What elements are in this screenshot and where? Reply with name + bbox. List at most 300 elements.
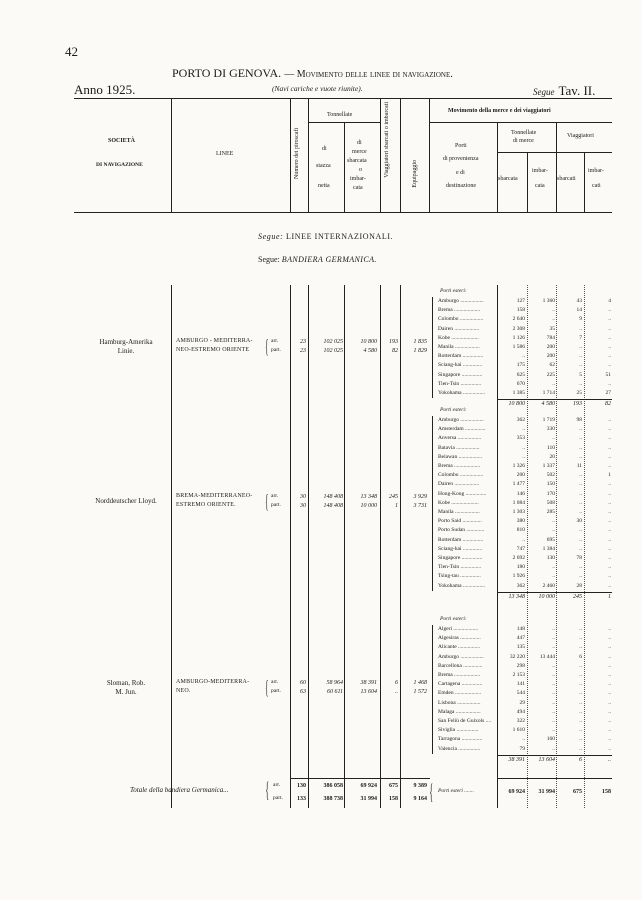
header-tonnellate: Tonnellate [327,112,353,118]
port-value: 148 [516,626,525,632]
part-label: part. [271,346,281,353]
port-value: .. [608,435,611,442]
port-value: .. [552,527,555,534]
port-name: Belawan ................. [438,453,482,460]
group-total-value: 193 [573,401,582,408]
title-sub: — Movimento delle linee di navigazione. [284,69,453,80]
port-value: .. [552,727,555,734]
port-value: .. [522,426,525,433]
col-divider [308,98,309,212]
port-value: 43 [576,298,582,304]
port-value: 13 444 [539,653,555,660]
port-value: .. [552,564,555,571]
port-value: 625 [516,371,525,378]
col-divider [527,152,528,212]
port-value: .. [522,444,525,451]
port-name: Malaga .................. [438,708,481,715]
port-value: 1 477 [512,481,525,488]
port-value: .. [579,545,582,552]
port-value: .. [608,672,611,678]
row-value: 13 604 [360,689,377,696]
row-value: 148 408 [323,494,343,501]
header-viaggiatori-sub: Viaggiatori [567,133,594,139]
row-value: 60 [300,680,306,687]
row-value: 245 [389,494,398,501]
port-name: Dairen .................. [438,481,480,488]
port-value: 78 [576,555,582,561]
port-value: .. [552,307,555,314]
row-value: 60 611 [326,689,343,696]
rule [497,152,612,153]
port-value: .. [608,453,611,460]
arr-label: arr. [271,679,279,686]
total-porti-esteri: Porti esteri ....... [438,788,474,794]
port-value: 2 692 [512,555,525,561]
port-name: Anversa ................. [438,435,482,442]
header-merce-1: di [357,140,362,146]
port-value: 2 153 [512,672,525,678]
port-value: 1 610 [512,727,525,734]
port-value: 160 [546,736,555,743]
grand-total-value: 388 738 [323,796,343,802]
port-value: 447 [516,635,525,642]
port-name: Brema ................... [438,672,481,678]
port-name: Manila .................. [438,344,480,350]
port-value: .. [608,316,611,323]
port-value: 141 [516,681,525,688]
port-value: 29 [519,699,525,706]
port-value: .. [579,380,582,387]
port-value: .. [608,635,611,642]
port-name: Singapore ............... [438,371,483,378]
port-value: .. [522,453,525,460]
group-total-value: 38 391 [508,756,525,763]
port-value: 200 [546,344,555,350]
port-value: 5 [579,371,582,378]
row-value: .. [395,689,398,696]
group-total-value: 13 604 [538,756,555,763]
port-value: 670 [516,380,525,387]
header-equipaggio: Equipaggio [412,160,418,188]
row-value: 193 [389,338,398,345]
port-value: .. [552,573,555,580]
rule [429,122,612,123]
port-name: Brema ................... [438,307,481,314]
grand-total-port-value: 31 994 [538,789,555,795]
port-value: 747 [516,545,525,552]
port-value: .. [608,499,611,506]
port-value: .. [608,555,611,561]
col-divider [171,98,172,212]
port-name: Emden ................... [438,690,482,697]
port-value: .. [608,736,611,743]
port-value: .. [608,527,611,534]
port-name: Kobe .................... [438,334,479,341]
row-value: 4 580 [363,347,377,354]
header-imbarcati-2: cati [592,183,601,189]
grand-total-value: 133 [297,796,306,802]
port-name: Algesiras ............... [438,635,481,642]
row-value: 102 025 [323,338,343,345]
total-arr-label: arr. [273,782,281,788]
year-label: Anno 1925. [74,82,136,97]
port-value: 180 [516,564,525,571]
port-value: 158 [516,307,525,314]
port-value: .. [579,444,582,451]
port-value: 51 [605,371,611,378]
linea-name: AMBURGO-MEDITERRA- [176,679,250,686]
port-value: 1 926 [512,573,525,580]
port-name: Sciang-hai .............. [438,545,483,552]
port-value: .. [552,518,555,525]
rule [308,122,380,123]
grand-total-port-value: 675 [573,789,582,795]
port-value: .. [552,644,555,651]
arr-label: arr. [271,493,279,500]
port-value: .. [608,426,611,433]
header-merce-5: imbar- [350,176,366,182]
port-value: 130 [546,555,555,561]
port-name: Cartagena ............... [438,681,483,688]
port-value: 810 [516,527,525,534]
port-name: Brema ................... [438,463,481,469]
port-value: 330 [546,426,555,433]
port-value: .. [552,699,555,706]
port-value: .. [579,435,582,442]
port-name: Batavia ................. [438,444,480,451]
grand-total-value: 9 164 [413,796,427,802]
grand-total-rule [497,778,612,779]
col-divider [344,122,345,212]
port-value: 4 [608,298,611,304]
port-value: .. [579,564,582,571]
row-value: 58 964 [326,680,343,687]
row-value: 82 [392,347,398,354]
port-name: Alicante ................ [438,644,481,651]
grand-total-value: 31 994 [360,796,377,802]
row-value: 1 572 [413,689,427,696]
port-value: 11 [576,463,582,469]
port-value: .. [579,573,582,580]
row-value: 1 468 [413,680,427,687]
port-value: .. [608,644,611,651]
port-name: Porto Said .............. [438,518,482,525]
port-value: .. [552,380,555,387]
row-value: 13 348 [360,494,377,501]
porti-esteri-label: Porti esteri: [440,616,467,622]
port-value: 6 [579,653,582,660]
port-value: 32 220 [509,653,525,660]
port-name: Kobe .................... [438,499,479,506]
title-main: PORTO DI GENOVA. [172,66,282,80]
row-value: 102 025 [323,347,343,354]
port-value: .. [579,662,582,669]
port-value: .. [522,736,525,743]
col-divider [400,98,401,212]
port-name: San Feliù de Guixols .... [438,718,492,724]
port-value: 362 [516,582,525,589]
section-subtitle: Segue: BANDIERA GERMANICA. [258,255,377,264]
port-name: Dairen .................. [438,325,480,332]
port-value: 25 [576,390,582,396]
row-value: 6 [395,680,398,687]
port-value: .. [552,316,555,323]
port-value: .. [579,362,582,369]
port-value: .. [579,626,582,632]
linea-name: NEO-ESTREMO ORIENTE [176,346,250,353]
header-societa: SOCIETÀ [108,138,136,144]
port-bracket [432,625,433,754]
port-value: .. [579,635,582,642]
port-value: 14 [576,307,582,314]
port-value: .. [579,509,582,515]
port-name: Yokohama ................ [438,582,485,589]
grand-total-value: 158 [389,796,398,802]
row-value: 30 [300,494,306,501]
port-value: 2 460 [542,582,555,589]
port-value: .. [608,344,611,350]
header-merce-4: o [359,167,362,173]
port-value: .. [552,435,555,442]
header-merce-3: sbarcata [347,158,367,164]
port-value: .. [579,727,582,734]
port-value: .. [579,453,582,460]
port-value: .. [608,353,611,360]
port-value: .. [608,626,611,632]
col-divider [556,122,557,212]
port-value: .. [608,325,611,332]
port-value: .. [579,472,582,479]
port-name: Tarragona ............... [438,736,483,743]
port-value: 1 326 [512,463,525,469]
port-name: Amburgo ................. [438,653,484,660]
page-title [172,66,453,81]
group-total-value: .. [608,756,611,763]
grand-total-rule [290,778,430,779]
header-porti-2: di provenienza [443,156,479,162]
header-numero-piroscafi: Numero dei piroscafi [294,128,300,179]
port-value: .. [608,745,611,752]
port-value: .. [579,708,582,715]
societa-name: Norddeutscher Lloyd. [95,497,157,506]
port-value: 2 640 [512,316,525,323]
total-part-label: part. [273,795,283,801]
port-value: 502 [546,472,555,479]
port-value: 62 [549,362,555,369]
row-value: 3 929 [413,494,427,501]
port-value: .. [608,362,611,369]
col-divider [380,98,381,212]
row-value: 10 800 [360,338,377,345]
port-name: Rotterdam ............... [438,536,484,543]
port-value: 285 [546,509,555,515]
port-value: .. [579,681,582,688]
page-number: 42 [65,44,78,59]
group-total-value: 13 348 [508,593,525,600]
total-label: Totale della bandiera Germanica... [130,786,229,794]
port-value: 175 [516,362,525,369]
row-value: 63 [300,689,306,696]
port-name: Tien-Tsin ............... [438,380,482,387]
port-value: 2 308 [512,325,525,332]
port-value: 1 126 [512,334,525,341]
port-value: .. [552,718,555,724]
header-movimento: Movimento della merce e dei viaggiatori [448,108,551,114]
port-value: .. [552,690,555,697]
port-value: .. [608,708,611,715]
row-value: 1 829 [413,347,427,354]
grand-total-port-value: 69 924 [508,789,525,795]
port-value: 322 [516,718,525,724]
port-value: .. [608,727,611,734]
row-value: 148 408 [323,503,343,510]
port-value: .. [579,325,582,332]
port-bracket [432,297,433,398]
port-value: .. [579,481,582,488]
port-name: Algeri .................. [438,626,479,632]
port-name: Rotterdam ............... [438,353,484,360]
row-value: 23 [300,338,306,345]
port-value: 28 [576,582,582,589]
port-value: 1 719 [542,417,555,423]
port-value: 127 [516,298,525,304]
port-value: .. [579,344,582,350]
port-value: .. [552,681,555,688]
porti-esteri-label: Porti esteri: [440,407,467,413]
port-name: Porto Sudan ............. [438,527,485,534]
header-porti-3: e di [456,170,465,176]
grand-total-port-value: 158 [602,789,611,795]
linea-name: AMBURGO - MEDITERRA- [176,337,253,344]
port-value: .. [608,463,611,469]
arr-label: arr. [271,337,279,344]
societa-name: Hamburg-Amerika [99,337,153,346]
part-label: part. [271,502,281,509]
linea-name: BREMA-MEDITERRANEO- [176,493,253,500]
port-value: 9 [579,316,582,323]
port-value: .. [552,708,555,715]
segue-label: Segue [533,87,555,97]
header-societa-2: DI NAVIGAZIONE [96,162,143,168]
port-value: .. [552,672,555,678]
linea-name: ESTREMO ORIENTE. [176,502,236,509]
port-value: 1 084 [512,499,525,506]
row-brace: { [265,677,269,700]
col-rule [344,285,345,808]
port-value: 200 [516,472,525,479]
col-divider [497,122,498,212]
port-value: .. [579,644,582,651]
port-name: Manila .................. [438,509,480,515]
port-name: Colombo ................. [438,316,484,323]
port-value: 30 [576,518,582,525]
port-value: .. [579,426,582,433]
port-value: 200 [546,353,555,360]
port-value: 544 [516,690,525,697]
port-value: 135 [516,644,525,651]
group-total-value: 6 [579,756,582,763]
port-value: 98 [576,417,582,423]
societa-name: Sloman, Rob. [106,679,146,688]
port-value: .. [608,573,611,580]
col-rule [308,285,309,808]
port-value: .. [579,353,582,360]
header-imbarcata-1: imbar- [532,168,548,174]
col-rule [171,285,172,808]
port-value: 1 303 [512,509,525,515]
port-value: .. [608,481,611,488]
header-merce-2: merce [352,149,367,155]
port-value: 1 586 [512,344,525,350]
grand-total-value: 130 [297,783,306,789]
grand-total-value: 386 058 [323,783,343,789]
port-value: 494 [516,708,525,715]
port-value: .. [608,718,611,724]
col-rule [290,285,291,808]
group-total-value: 10 800 [508,401,525,408]
total-brace: { [265,777,270,802]
port-value: 7 [579,334,582,341]
port-name: Hong-Kong ............... [438,490,487,497]
col-rule [380,285,381,808]
header-sbarcati: sbarcati [557,176,576,182]
subtitle: (Navi cariche e vuote riunite). [272,84,363,93]
port-name: Amburgo ................. [438,417,484,423]
row-value: 1 835 [413,338,427,345]
port-value: .. [608,545,611,552]
port-value: .. [608,307,611,314]
port-value: .. [579,699,582,706]
port-value: 20 [549,453,555,460]
port-value: .. [608,662,611,669]
port-value: .. [522,536,525,543]
port-value: 27 [605,390,611,396]
row-value: 1 [395,503,398,510]
header-imbarcati-1: imbar- [588,168,604,174]
port-name: Amburgo ................. [438,298,484,304]
port-value: .. [608,564,611,571]
port-value: .. [579,499,582,506]
group-total-value: 245 [573,593,582,600]
port-value: .. [579,745,582,752]
row-brace: { [265,335,269,358]
port-value: .. [608,509,611,515]
row-brace: { [265,491,269,514]
port-name: Colombo ................. [438,472,484,479]
port-value: .. [608,417,611,423]
port-value: .. [522,353,525,360]
port-value: 150 [546,481,555,488]
port-name: Amsterdam ............... [438,426,486,433]
port-value: 1 360 [542,298,555,304]
col-divider [584,152,585,212]
societa-name: Linie. [117,346,135,355]
total-brace-right: { [429,779,434,804]
grand-total-value: 9 389 [413,783,427,789]
header-sbarcata: sbarcata [498,176,518,182]
header-porti-1: Porti [455,143,467,149]
port-value: 695 [546,536,555,543]
port-value: .. [579,718,582,724]
tav-label: Tav. II. [558,83,596,98]
row-value: 30 [300,503,306,510]
port-name: Barcellona .............. [438,662,483,669]
port-value: 1 385 [512,390,525,396]
part-label: part. [271,688,281,695]
col-divider [290,98,291,212]
port-value: 79 [519,745,525,752]
port-value: 1 714 [542,390,555,396]
